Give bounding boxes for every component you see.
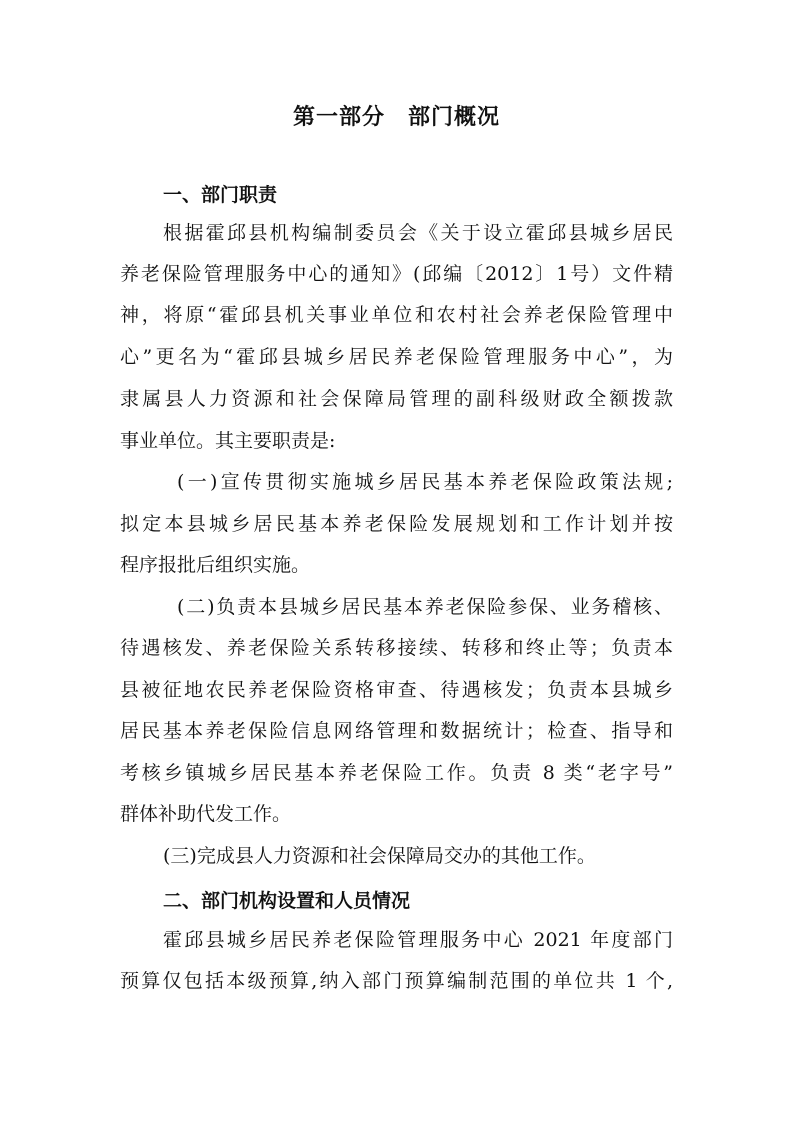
paragraph-line: 事业单位。其主要职责是:	[120, 430, 336, 452]
list-item-line: 程序报批后组织实施。	[120, 554, 311, 576]
paragraph-line: 隶属县人力资源和社会保障局管理的副科级财政全额拨款	[120, 388, 673, 410]
paragraph-line: 霍邱县城乡居民养老保险管理服务中心 2021 年度部门	[163, 929, 673, 951]
section-heading-duties: 一、部门职责	[163, 184, 278, 206]
paragraph-line: 根据霍邱县机构编制委员会《关于设立霍邱县城乡居民	[163, 222, 673, 244]
list-item-line: (三)完成县人力资源和社会保障局交办的其他工作。	[163, 845, 596, 867]
paragraph-line: 预算仅包括本级预算,纳入部门预算编制范围的单位共 1 个,	[120, 970, 673, 992]
list-item-line: 待遇核发、养老保险关系转移接续、转移和终止等；负责本	[120, 637, 673, 659]
list-item-line: 居民基本养老保险信息网络管理和数据统计；检查、指导和	[120, 720, 673, 742]
paragraph-line: 神，将原“霍邱县机关事业单位和农村社会养老保险管理中	[120, 304, 673, 326]
list-item-line: (二)负责本县城乡居民基本养老保险参保、业务稽核、	[177, 596, 673, 618]
list-item-line: 群体补助代发工作。	[120, 803, 292, 825]
paragraph-line: 心”更名为“霍邱县城乡居民养老保险管理服务中心”，为	[120, 346, 673, 368]
paragraph-line: 养老保险管理服务中心的通知》(邱编〔2012〕1号）文件精	[120, 263, 673, 285]
list-item-line: 考核乡镇城乡居民基本养老保险工作。负责 8 类“老字号”	[120, 762, 673, 784]
list-item-line: (一)宣传贯彻实施城乡居民基本养老保险政策法规;	[177, 471, 673, 493]
page-title: 第一部分 部门概况	[292, 105, 500, 130]
list-item-line: 县被征地农民养老保险资格审查、待遇核发；负责本县城乡	[120, 679, 673, 701]
section-heading-structure: 二、部门机构设置和人员情况	[163, 890, 411, 912]
list-item-line: 拟定本县城乡居民基本养老保险发展规划和工作计划并按	[120, 513, 673, 535]
